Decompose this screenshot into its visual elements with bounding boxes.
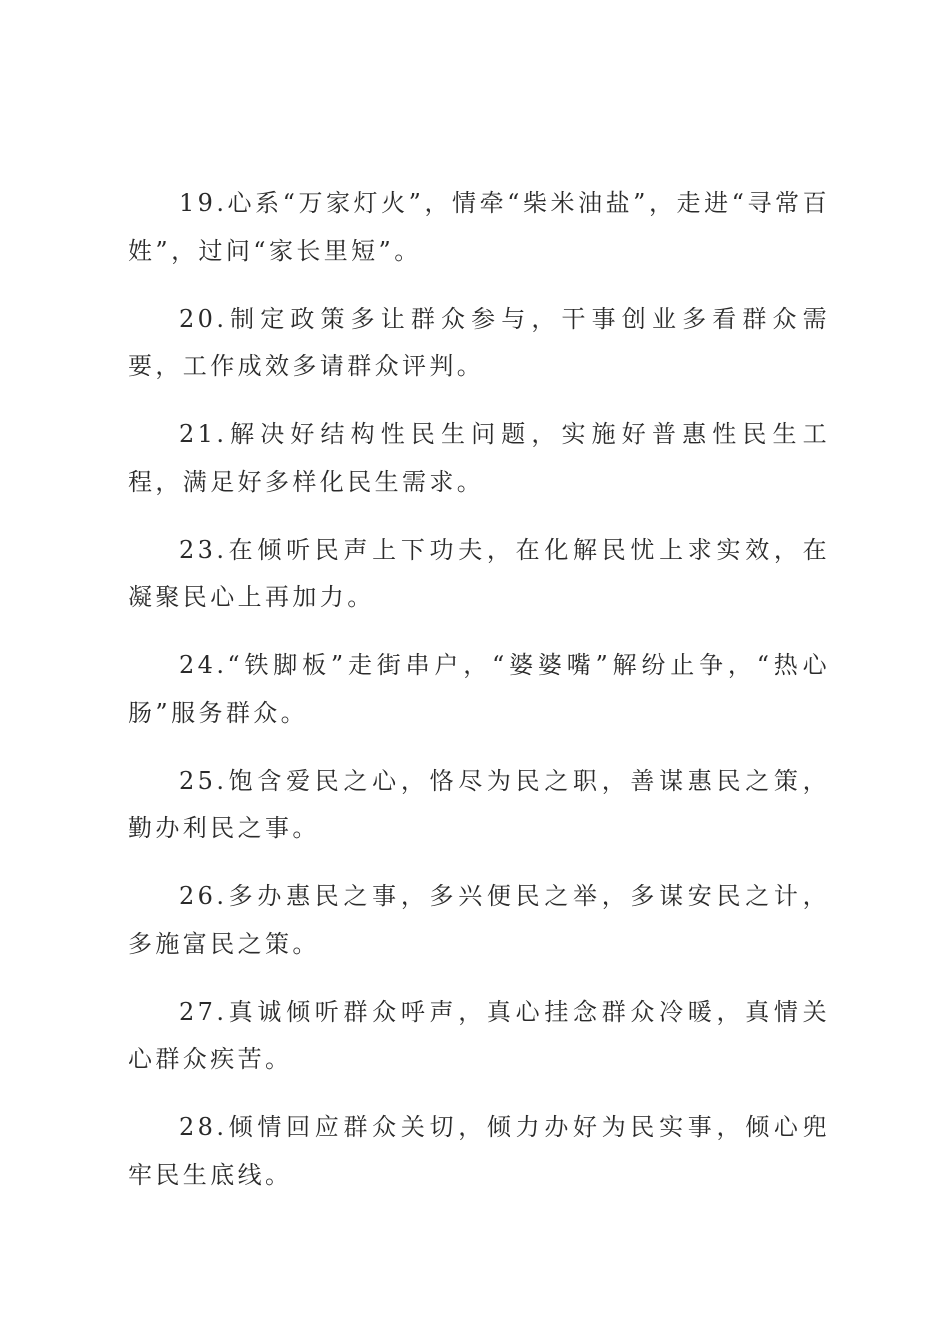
paragraph-number: 23. — [179, 535, 228, 564]
paragraph-number: 28. — [179, 1113, 228, 1141]
paragraph-number: 25. — [179, 766, 228, 795]
paragraph-number: 24. — [179, 651, 228, 679]
paragraph-27 — [128, 989, 830, 1084]
paragraph-24 — [128, 642, 830, 737]
paragraph-text: 真诚倾听群众呼声，真心挂念群众冷暖，真情关心群众疾苦。 — [128, 997, 830, 1073]
document-body — [128, 180, 830, 1220]
paragraph-number: 27. — [179, 997, 228, 1026]
paragraph-text: 解决好结构性民生问题，实施好普惠性民生工程，满足好多样化民生需求。 — [128, 420, 830, 496]
paragraph-number: 21. — [179, 420, 228, 448]
paragraph-text: 心系“万家灯火”，情牵“柴米油盐”，走进“寻常百姓”，过问“家长里短”。 — [128, 189, 830, 265]
paragraph-text: “铁脚板”走街串户，“婆婆嘴”解纷止争，“热心肠”服务群众。 — [128, 651, 830, 727]
paragraph-28 — [128, 1104, 830, 1199]
paragraph-text: 制定政策多让群众参与，干事创业多看群众需要，工作成效多请群众评判。 — [128, 304, 830, 380]
paragraph-number: 19. — [179, 189, 228, 217]
paragraph-text: 在倾听民声上下功夫，在化解民忧上求实效，在凝聚民心上再加力。 — [128, 535, 830, 611]
paragraph-25 — [128, 758, 830, 853]
paragraph-19 — [128, 180, 830, 275]
paragraph-text: 多办惠民之事，多兴便民之举，多谋安民之计，多施富民之策。 — [128, 882, 830, 958]
paragraph-21 — [128, 411, 830, 506]
paragraph-26 — [128, 873, 830, 968]
paragraph-number: 20. — [179, 304, 228, 333]
paragraph-text: 倾情回应群众关切，倾力办好为民实事，倾心兜牢民生底线。 — [128, 1113, 830, 1189]
paragraph-20 — [128, 296, 830, 391]
paragraph-23 — [128, 527, 830, 622]
paragraph-text: 饱含爱民之心，恪尽为民之职，善谋惠民之策，勤办利民之事。 — [128, 766, 830, 842]
paragraph-number: 26. — [179, 882, 228, 910]
